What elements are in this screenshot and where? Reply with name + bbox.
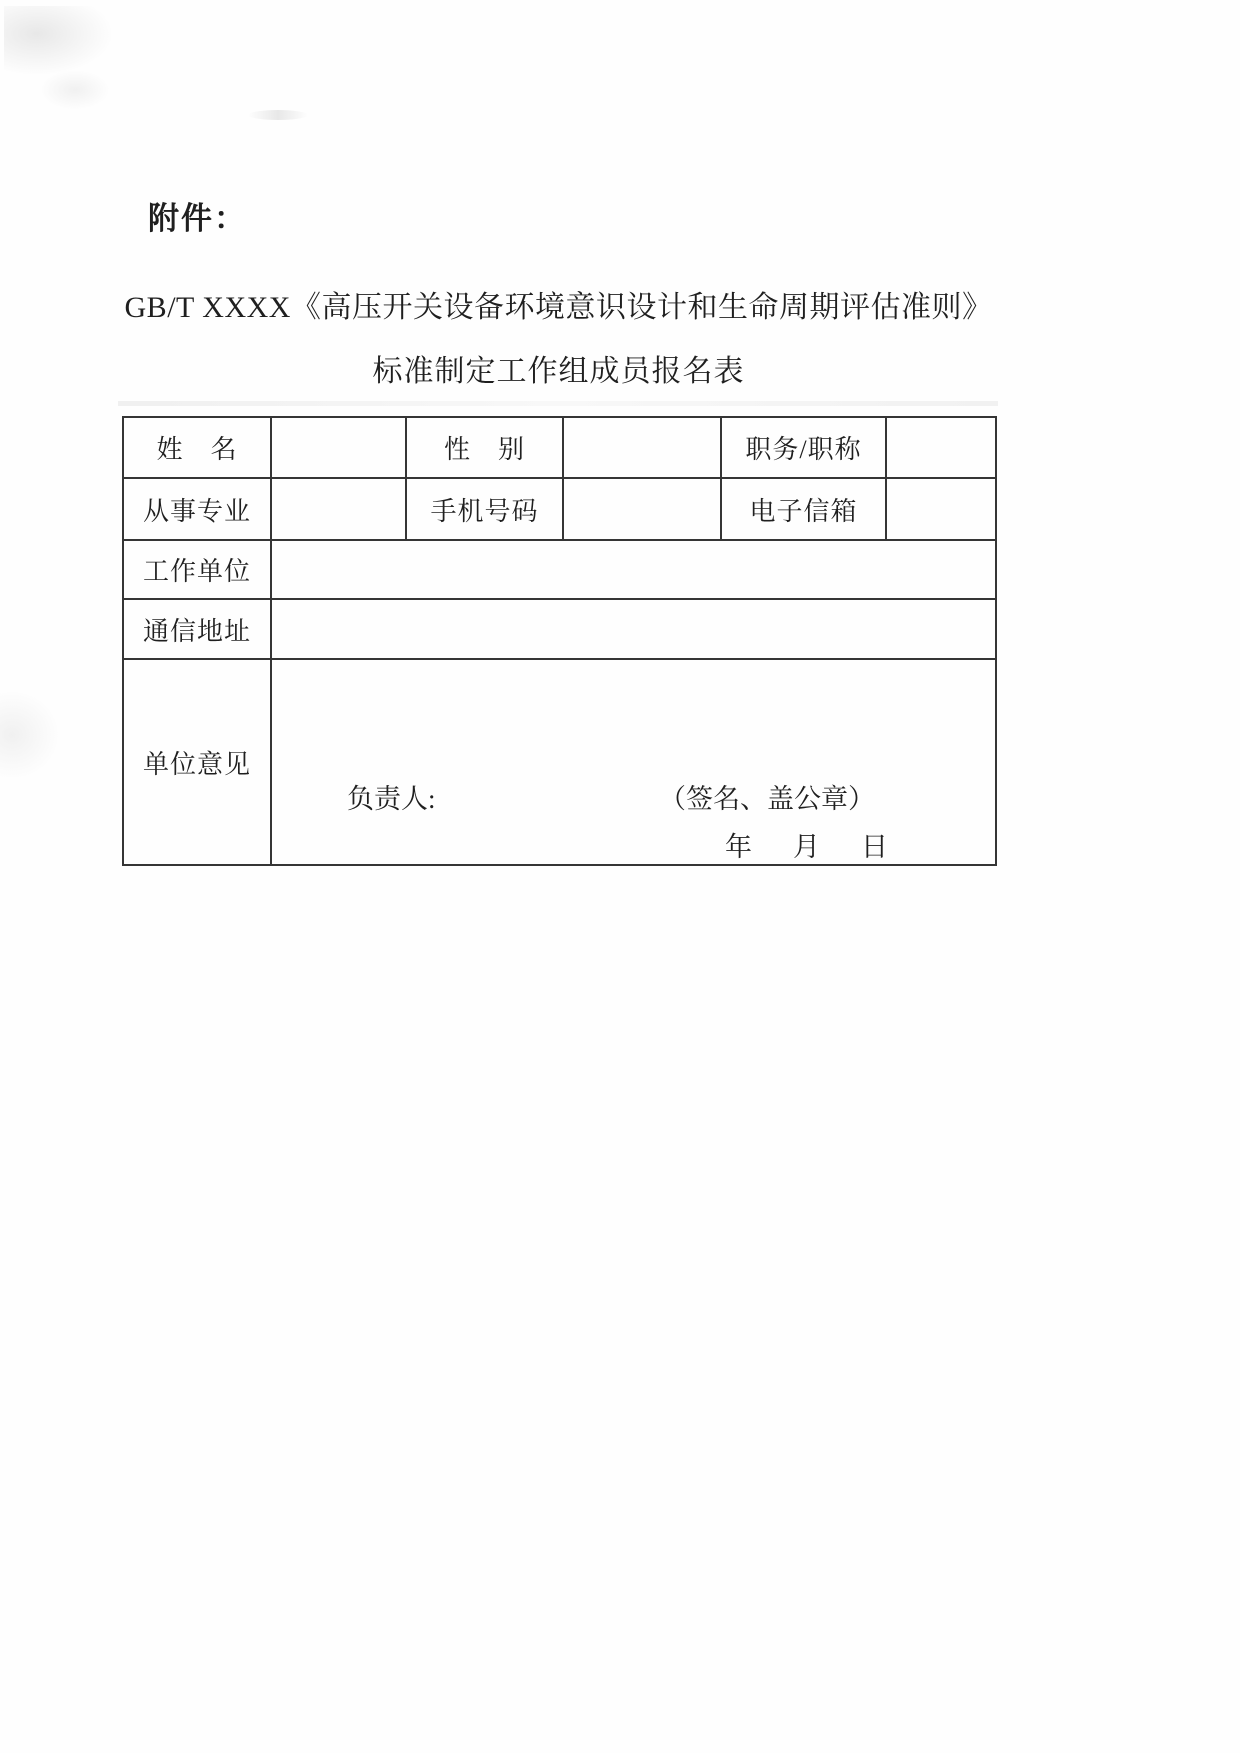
mobile-value-cell: [563, 478, 721, 540]
scan-artifact: [248, 110, 308, 120]
post-title-value-cell: [886, 417, 996, 478]
mobile-label-cell: 手机号码: [406, 478, 563, 540]
unit-opinion-label-cell: 单位意见: [123, 659, 271, 865]
date-line: 年 月 日: [725, 832, 895, 862]
email-value-cell: [886, 478, 996, 540]
scan-artifact: [40, 70, 110, 110]
table-row-unit-opinion: [123, 659, 996, 865]
opinion-signature-line: [272, 660, 995, 816]
scan-artifact: [0, 690, 60, 780]
address-label-cell: 通信地址: [123, 599, 271, 659]
scan-artifact: [4, 6, 114, 76]
address-value-cell: [271, 599, 996, 659]
attachment-label: 附件：: [148, 201, 247, 236]
profession-value-cell: [271, 478, 406, 540]
document-title-line2: 标准制定工作组成员报名表: [372, 355, 745, 388]
table-row-address: [123, 599, 996, 659]
table-row-name-gender-title: [123, 417, 996, 478]
gender-label-cell: 性 别: [406, 417, 563, 478]
registration-form-table: [122, 416, 997, 866]
sign-stamp-note: （签名、盖公章）: [659, 784, 875, 814]
name-value-cell: [271, 417, 406, 478]
unit-opinion-content-cell: [271, 659, 996, 865]
gender-value-cell: [563, 417, 721, 478]
leader-label: 负责人:: [347, 784, 436, 814]
email-label-cell: 电子信箱: [721, 478, 886, 540]
employer-value-cell: [271, 540, 996, 599]
table-row-employer: [123, 540, 996, 599]
employer-label-cell: 工作单位: [123, 540, 271, 599]
table-row-profession-mobile-email: [123, 478, 996, 540]
document-body: [122, 288, 995, 866]
post-title-label-cell: 职务/职称: [721, 417, 886, 478]
profession-label-cell: 从事专业: [123, 478, 271, 540]
document-title-line1: GB/T XXXX《高压开关设备环境意识设计和生命周期评估准则》: [124, 291, 993, 324]
name-label-cell: 姓 名: [123, 417, 271, 478]
